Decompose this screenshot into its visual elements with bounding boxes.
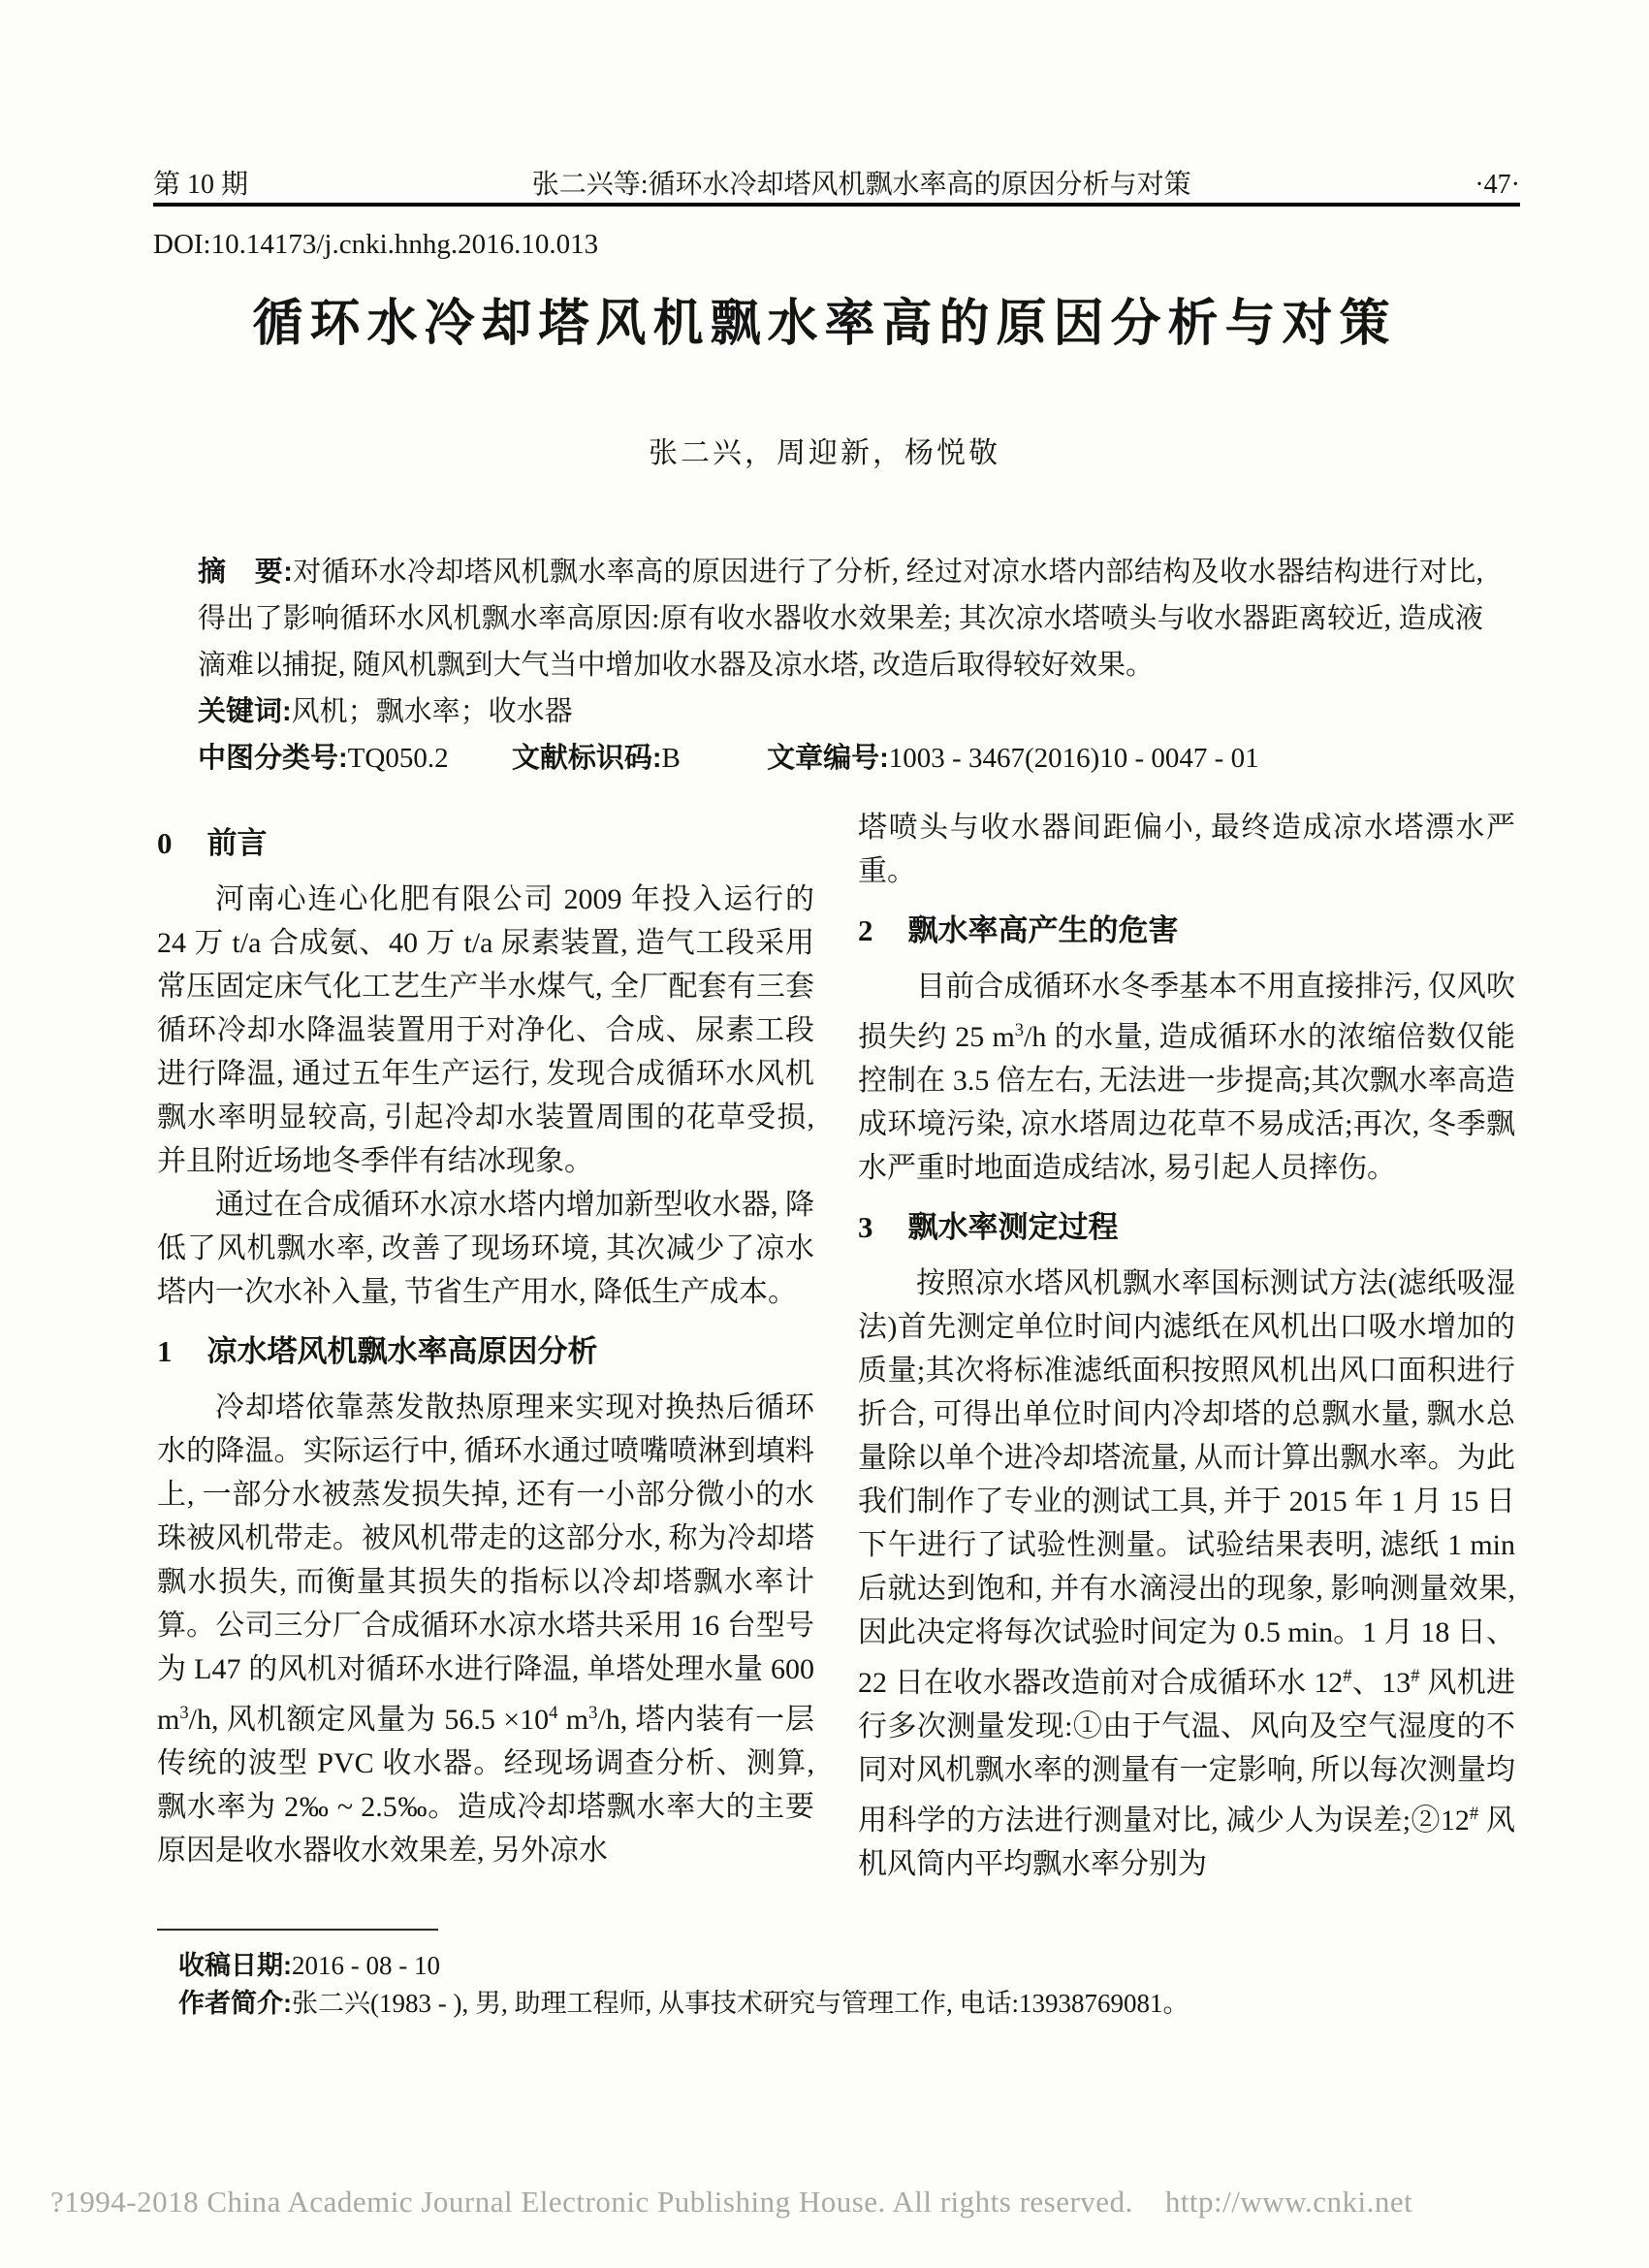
cnki-watermark: ?1994-2018 China Academic Journal Electronic Publishing House. All rights reserved. http://www.cnki.net (50, 2185, 1413, 2219)
section-heading-2 (858, 909, 1515, 952)
footnote-block (157, 1947, 1514, 2023)
received-date-line (157, 1947, 1514, 1985)
body-columns (157, 806, 1515, 1886)
section-number: 0 (157, 826, 173, 860)
doc-code-value: B (661, 743, 681, 774)
abstract-text: 对循环水冷却塔风机飘水率高的原因进行了分析, 经过对凉水塔内部结构及收水器结构进行对比, 得出了影响循环水风机飘水率高原因:原有收水器收水效果差; 其次凉水塔喷头与收水器距离较近, 造成液滴难以捕捉, 随风机飘到大气当中增加收水器及凉水塔, 改造后取得较好效果。 (198, 557, 1483, 681)
left-column (157, 806, 814, 1886)
author-bio-value: 张二兴(1983 - ), 男, 助理工程师, 从事技术研究与管理工作, 电话:13938769081。 (292, 1989, 1189, 2018)
article-no-group (767, 735, 1258, 782)
abstract-label: 摘 要: (198, 557, 293, 588)
article-no-label: 文章编号: (767, 743, 889, 774)
section-heading-0 (157, 821, 814, 865)
page-number: ·47· (1475, 170, 1520, 200)
paragraph: 通过在合成循环水凉水塔内增加新型收水器, 降低了风机飘水率, 改善了现场环境, 其次减少了凉水塔内一次水补入量, 节省生产用水, 降低生产成本。 (157, 1189, 814, 1308)
section-number: 1 (157, 1334, 173, 1368)
issue-number: 第 10 期 (153, 170, 249, 200)
right-column (858, 806, 1515, 1886)
running-title: 张二兴等:循环水冷却塔风机飘水率高的原因分析与对策 (531, 170, 1191, 200)
author-bio-label: 作者简介: (178, 1989, 292, 2018)
clc-label: 中图分类号: (198, 743, 348, 774)
section-title: 飘水率高产生的危害 (907, 913, 1179, 947)
authors-line: 张二兴，周迎新，杨悦敬 (649, 437, 1000, 469)
header-rule (153, 203, 1520, 207)
clc-value: TQ050.2 (347, 743, 449, 774)
author-bio-line (157, 1985, 1514, 2023)
doc-code-group (512, 735, 681, 782)
section-heading-1 (157, 1329, 814, 1373)
paragraph-continuation: 塔喷头与收水器间距偏小, 最终造成凉水塔漂水严重。 (858, 812, 1515, 887)
keywords-line (198, 688, 1483, 735)
keywords-label: 关键词: (198, 696, 292, 727)
section-title: 飘水率测定过程 (907, 1210, 1119, 1244)
paragraph: 按照凉水塔风机飘水率国标测试方法(滤纸吸湿法)首先测定单位时间内滤纸在风机出口吸水增加的质量;其次将标准滤纸面积按照风机出风口面积进行折合, 可得出单位时间内冷却塔的总飘水量, 飘水总量除以单个进冷却塔流量, 从而计算出飘水率。为此我们制作了专业的测试工具, 并于 2015 年 1 月 15 日下午进行了试验性测量。试验结果表明, 滤纸 1 min 后就达到饱和, 并有水滴浸出的现象, 影响测量效果, 因此决定将每次试验时间定为 0.5 min。1 月 18 日、22 日在收水器改造前对合成循环水 12#、13# 风机进行多次测量发现:①由于气温、风向及空气湿度的不同对风机飘水率的测量有一定影响, 所以每次测量均用科学的方法进行测量对比, 减少人为误差;②12# 风机风筒内平均飘水率分别为 (858, 1267, 1516, 1880)
section-title: 前言 (206, 826, 268, 860)
received-date-label: 收稿日期: (178, 1951, 292, 1980)
received-date-value: 2016 - 08 - 10 (292, 1951, 440, 1980)
article-title: 循环水冷却塔风机飘水率高的原因分析与对策 (252, 297, 1397, 352)
footnote-rule (157, 1929, 438, 1931)
doc-code-label: 文献标识码: (511, 743, 662, 774)
paragraph: 冷却塔依靠蒸发散热原理来实现对换热后循环水的降温。实际运行中, 循环水通过喷嘴喷淋到填料上, 一部分水被蒸发损失掉, 还有一小部分微小的水珠被风机带走。被风机带走的这部分水, 称为冷却塔飘水损失, 而衡量其损失的指标以冷却塔飘水率计算。公司三分厂合成循环水凉水塔共采用 16 台型号为 L47 的风机对循环水进行降温, 单塔处理水量 600 $m^3/h$, 风机额定风量为 $56.5 \times 10^4$ $m^3/h$, 塔内装有一层传统的波型 PVC 收水器。经现场调查分析、测算, 飘水率为 2‰ ~ 2.5‰。造成冷却塔飘水率大的主要原因是收水器收水效果差, 另外凉水 (157, 1391, 814, 1867)
section-number: 2 (858, 913, 873, 947)
section-title: 凉水塔风机飘水率高原因分析 (206, 1334, 598, 1368)
article-no-value: 1003 - 3467(2016)10 - 0047 - 01 (888, 743, 1259, 774)
classification-line (198, 735, 1483, 782)
front-matter (198, 549, 1483, 782)
keywords-text: 风机；飘水率；收水器 (291, 696, 573, 727)
paragraph: 河南心连心化肥有限公司 2009 年投入运行的 24 万 t/a 合成氨、40 万 t/a 尿素装置, 造气工段采用常压固定床气化工艺生产半水煤气, 全厂配套有三套循环冷却水降温装置用于对净化、合成、尿素工段进行降温, 通过五年生产运行, 发现合成循环水风机飘水率明显较高, 引起冷却水装置周围的花草受损, 并且附近场地冬季伴有结冰现象。 (157, 883, 814, 1177)
section-number: 3 (858, 1210, 873, 1244)
paragraph: 目前合成循环水冬季基本不用直接排污, 仅风吹损失约 25 $m^3/h$ 的水量, 造成循环水的浓缩倍数仅能控制在 3.5 倍左右, 无法进一步提高;其次飘水率高造成环境污染, 凉水塔周边花草不易成活;再次, 冬季飘水严重时地面造成结冰, 易引起人员摔伤。 (858, 971, 1515, 1184)
journal-page-header (153, 163, 1520, 202)
doi-line: DOI:10.14173/j.cnki.hnhg.2016.10.013 (153, 229, 599, 260)
abstract-paragraph (198, 549, 1483, 688)
section-heading-3 (858, 1205, 1515, 1249)
clc-group (198, 735, 449, 782)
